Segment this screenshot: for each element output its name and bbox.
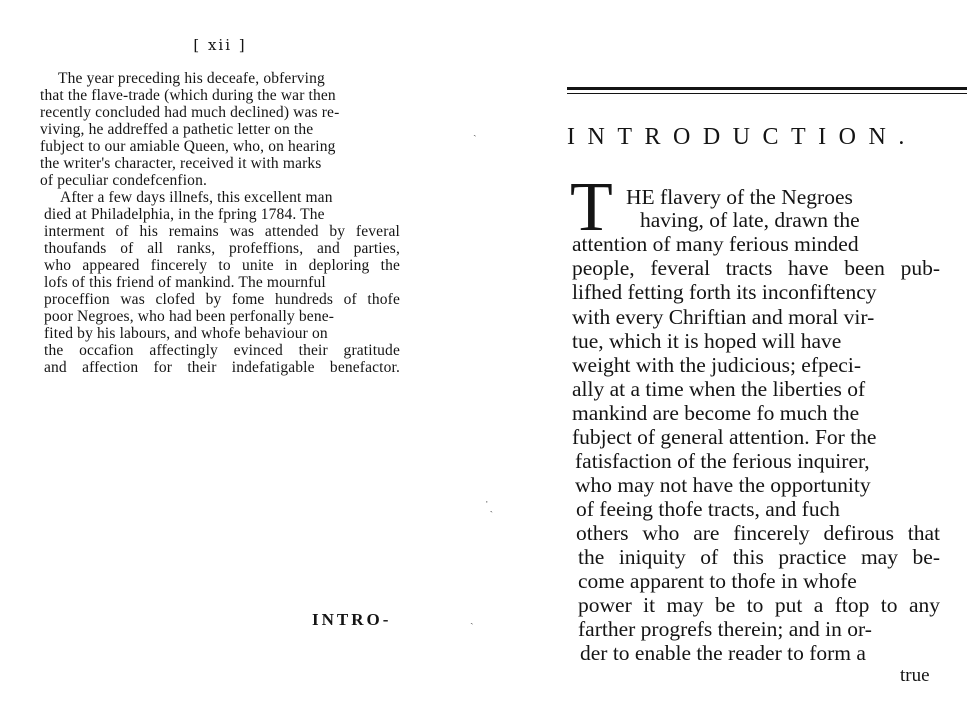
right-text-line: having, of late, drawn the <box>640 208 860 232</box>
right-text-line: fatisfaction of the ferious inquirer, <box>575 449 870 473</box>
left-text-line: thoufands of all ranks, profeffions, and parties, <box>44 240 400 257</box>
left-catchword: INTRO- <box>312 610 392 629</box>
left-text-line: the occafion affectingly evinced their gratitude <box>44 342 400 359</box>
header-rule-thick <box>567 87 967 90</box>
drop-cap: T <box>570 169 613 246</box>
right-text-line: come apparent to thofe in whofe <box>578 569 857 593</box>
right-text-line: tue, which it is hoped will have <box>572 329 842 353</box>
right-text-line: farther progrefs therein; and in or- <box>578 617 872 641</box>
left-text-line: lofs of this friend of mankind. The mournful <box>44 274 326 291</box>
right-text-line: the iniquity of this practice may be- <box>578 545 940 569</box>
right-text-line: fubject of general attention. For the <box>572 425 877 449</box>
left-text-line: who appeared fincerely to unite in deploring the <box>44 257 400 274</box>
right-catchword: true <box>900 665 930 686</box>
left-text-line: fubject to our amiable Queen, who, on hearing <box>40 138 336 155</box>
right-text-line: HE flavery of the Negroes <box>626 185 853 209</box>
right-text-line: power it may be to put a ftop to any <box>578 593 940 617</box>
gutter-speck: ˎ <box>473 124 477 137</box>
right-page <box>540 0 980 722</box>
right-text-line: lifhed fetting forth its inconfiftency <box>572 280 877 304</box>
left-text-line: of peculiar condefcenfion. <box>40 172 207 189</box>
right-text-line: people, feveral tracts have been pub- <box>572 256 940 280</box>
left-text-line: died at Philadelphia, in the fpring 1784. The <box>44 206 325 223</box>
left-text-line: viving, he addreffed a pathetic letter on the <box>40 121 314 138</box>
right-text-line: who may not have the opportunity <box>575 473 871 497</box>
right-text-line: attention of many ferious minded <box>572 232 859 256</box>
left-text-line: the writer's character, received it with marks <box>40 155 322 172</box>
header-rule-thin <box>567 93 967 94</box>
right-text-line: others who are fincerely defirous that <box>576 521 940 545</box>
chapter-heading: INTRODUCTION. <box>567 124 917 150</box>
left-text-line: poor Negroes, who had been perfonally bene- <box>44 308 335 325</box>
gutter-speck: ˏ <box>470 612 474 625</box>
left-text-line: that the flave-trade (which during the war then <box>40 87 336 104</box>
left-text-line: recently concluded had much declined) was re- <box>40 104 340 121</box>
left-text-line: proceffion was clofed by fome hundreds of thofe <box>44 291 400 308</box>
right-text-line: weight with the judicious; efpeci- <box>572 353 861 377</box>
page-number: [ xii ] <box>193 36 247 54</box>
right-text-line: of feeing thofe tracts, and fuch <box>576 497 840 521</box>
left-text-line: interment of his remains was attended by feveral <box>44 223 400 240</box>
left-text-line: The year preceding his deceafe, obferving <box>58 70 325 87</box>
right-text-line: with every Chriftian and moral vir- <box>572 305 875 329</box>
right-text-line: der to enable the reader to form a <box>580 641 866 665</box>
left-page <box>0 0 480 722</box>
right-text-line: mankind are become fo much the <box>572 401 860 425</box>
left-text-line: After a few days illnefs, this excellent man <box>60 189 333 206</box>
left-text-line: and affection for their indefatigable benefactor. <box>44 359 400 376</box>
gutter-speck: ˙ˎ <box>484 500 494 513</box>
right-text-line: ally at a time when the liberties of <box>572 377 866 401</box>
left-text-line: fited by his labours, and whofe behaviour on <box>44 325 328 342</box>
